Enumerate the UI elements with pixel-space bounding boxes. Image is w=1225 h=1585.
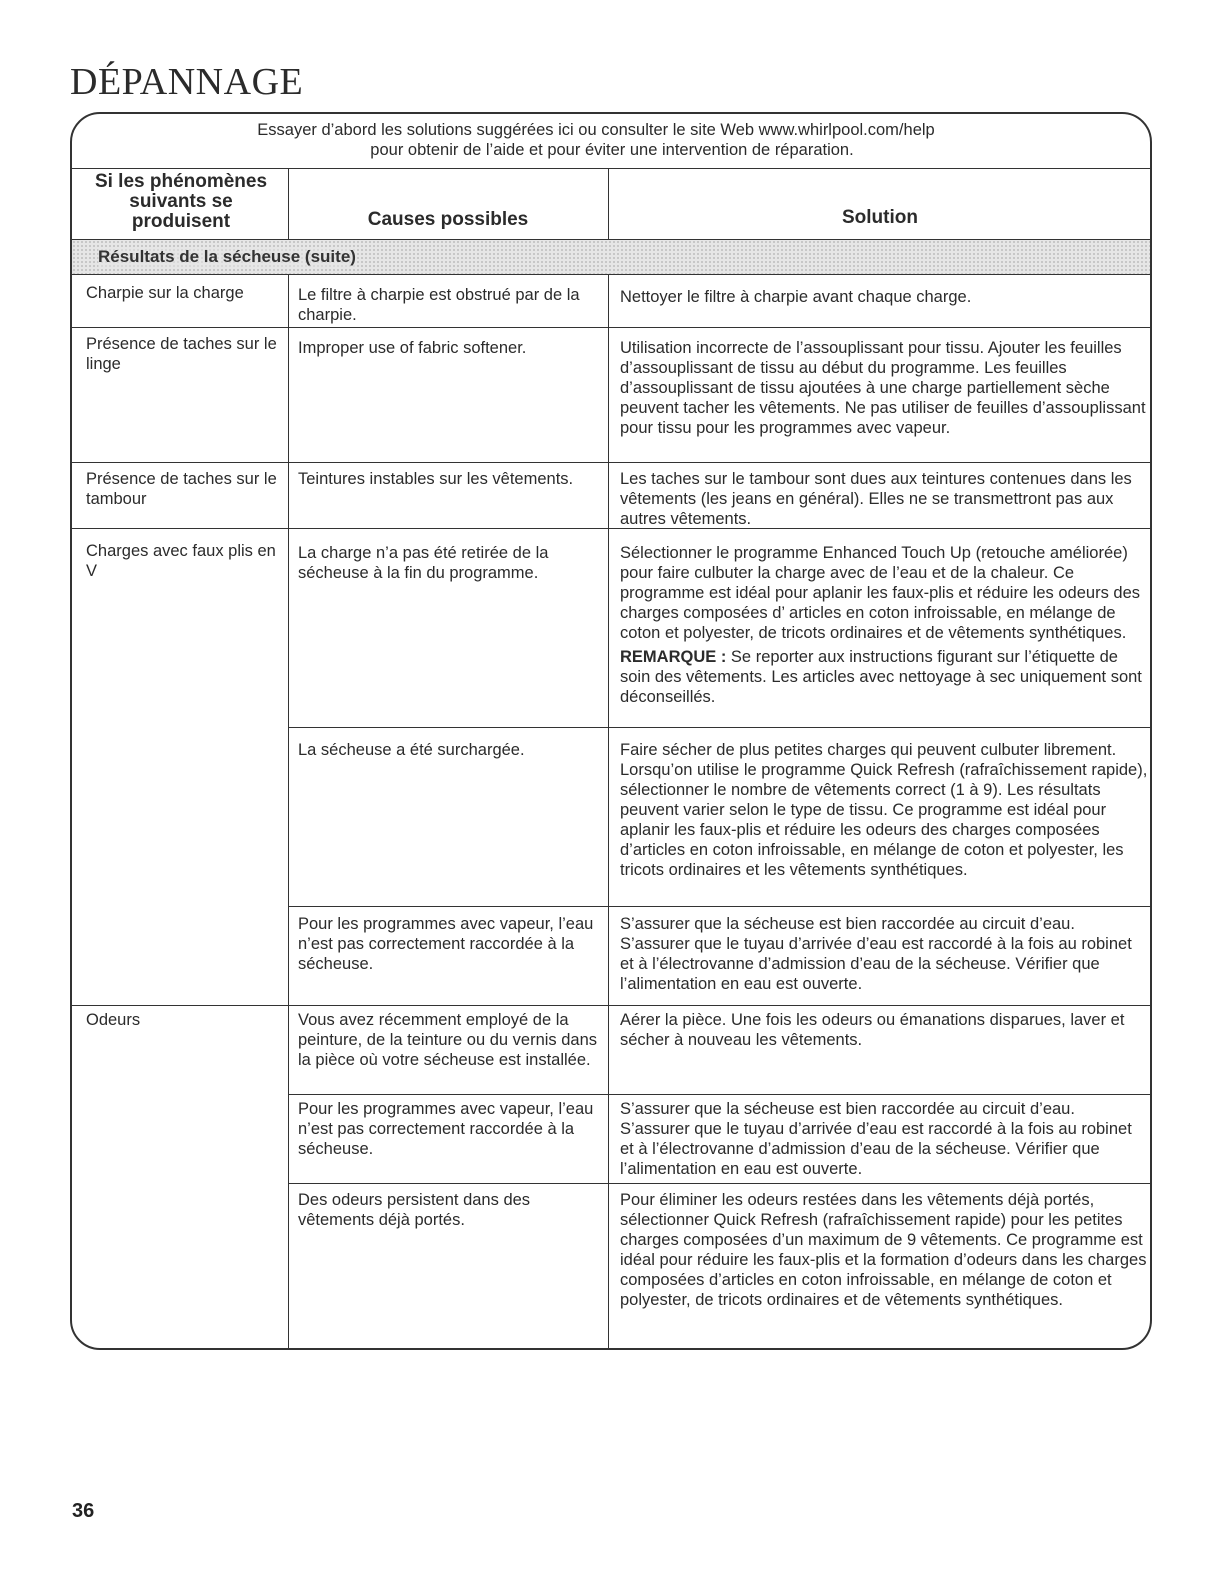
table-row-cause: Pour les programmes avec vapeur, l’eau n’est pas correctement raccordée à la sécheuse. bbox=[298, 915, 594, 973]
row-rule bbox=[72, 462, 1152, 463]
table-row-symptom: Odeurs bbox=[86, 1011, 141, 1029]
table-row-solution: Utilisation incorrecte de l’assouplissant pour tissu. Ajouter les feuilles d’assouplissant de tissu au début du programme. Les feuilles d’assouplissant de tissu ajoutées à une charge partiellement sèche peuvent tacher les vêtements. Ne pas utiliser de feuilles d’assouplissant pour tissu pour les programmes avec vapeur. bbox=[620, 339, 1146, 437]
section-bar bbox=[72, 239, 1152, 275]
table-row-cause: Teintures instables sur les vêtements. bbox=[298, 470, 574, 488]
table-row-cause: Pour les programmes avec vapeur, l’eau n’est pas correctement raccordée à la sécheuse. bbox=[298, 1100, 594, 1158]
table-row-cause: La charge n’a pas été retirée de la sécheuse à la fin du programme. bbox=[298, 544, 549, 582]
header-symptom: Si les phénomènes suivants se produisent bbox=[94, 171, 268, 232]
col-rule-1 bbox=[288, 273, 289, 1350]
troubleshooting-table bbox=[70, 112, 1152, 1350]
table-row-symptom: Charpie sur la charge bbox=[86, 284, 244, 302]
table-row-cause: Vous avez récemment employé de la peinture, de la teinture ou du vernis dans la pièce où votre sécheuse est installée. bbox=[298, 1011, 598, 1069]
page-number: 36 bbox=[72, 1500, 95, 1522]
row-rule bbox=[72, 327, 1152, 328]
intro-text bbox=[72, 120, 1152, 160]
table-row-symptom: Charges avec faux plis en V bbox=[86, 542, 276, 580]
table-row-solution: S’assurer que la sécheuse est bien raccordée au circuit d’eau. S’assurer que le tuyau d’arrivée d’eau est raccordé à la fois au robinet et à l’électrovanne d’admission d’eau de la sécheuse. Vérifier que l’alimentation en eau est ouverte. bbox=[620, 915, 1132, 993]
table-row-solution: Faire sécher de plus petites charges qui peuvent culbuter librement. Lorsqu’on utilise le programme Quick Refresh (rafraîchissement rapide), sélectionner le nombre de vêtements correct (1 à 9). Les résultats peuvent varier selon le type de tissu. Ce programme est idéal pour aplanir les faux-plis et réduire les odeurs des charges composées d’articles en coton infroissable, en mélange de coton et polyester, les tricots ordinaires et les vêtements synthétiques. bbox=[620, 741, 1148, 879]
remark bbox=[620, 647, 1148, 707]
header-top-rule bbox=[72, 168, 1152, 169]
page-title: DÉPANNAGE bbox=[70, 61, 304, 103]
table-row-cause: La sécheuse a été surchargée. bbox=[298, 741, 525, 759]
section-label: Résultats de la sécheuse (suite) bbox=[98, 247, 356, 266]
header-causes: Causes possibles bbox=[367, 209, 529, 230]
table-row-solution: Nettoyer le filtre à charpie avant chaque charge. bbox=[620, 288, 972, 306]
remark-text: Se reporter aux instructions figurant sur l’étiquette de soin des vêtements. Les articles avec nettoyage à sec uniquement sont déconseillés. bbox=[620, 648, 1142, 706]
row-rule bbox=[288, 906, 1152, 907]
remark-label: REMARQUE : bbox=[620, 648, 727, 666]
row-rule bbox=[72, 1005, 1152, 1006]
table-row-cause: Des odeurs persistent dans des vêtements déjà portés. bbox=[298, 1191, 531, 1229]
row-rule bbox=[288, 727, 1152, 728]
table-row-solution: S’assurer que la sécheuse est bien raccordée au circuit d’eau. S’assurer que le tuyau d’arrivée d’eau est raccordé à la fois au robinet et à l’électrovanne d’admission d’eau de la sécheuse. Vérifier que l’alimentation en eau est ouverte. bbox=[620, 1100, 1132, 1178]
table-row-cause: Le filtre à charpie est obstrué par de la charpie. bbox=[298, 286, 580, 324]
table-row-symptom: Présence de taches sur le tambour bbox=[86, 470, 277, 508]
col-rule-2-header bbox=[608, 168, 609, 240]
intro-line-1: Essayer d’abord les solutions suggérées ici ou consulter le site Web www.whirlpool.com/help bbox=[257, 121, 935, 139]
table-row-solution bbox=[620, 543, 1148, 707]
solution-text: Sélectionner le programme Enhanced Touch Up (retouche améliorée) pour faire culbuter la charge avec de l’eau et de la chaleur. Ce programme est idéal pour aplanir les faux-plis et réduire les odeurs des charges composées d’ articles en coton infroissable, en mélange de coton et polyester, de tricots ordinaires et de vêtements synthétiques. bbox=[620, 544, 1141, 642]
header-solution: Solution bbox=[842, 207, 918, 228]
table-row-symptom: Présence de taches sur le linge bbox=[86, 335, 277, 373]
col-rule-2 bbox=[608, 273, 609, 1350]
table-row-solution: Pour éliminer les odeurs restées dans les vêtements déjà portés, sélectionner Quick Refresh (rafraîchissement rapide) pour les petites charges composées d’un maximum de 9 vêtements. Ce programme est idéal pour réduire les faux-plis et la formation d’odeurs dans les charges composées d’articles en coton infroissable, en mélange de coton et polyester, de tricots ordinaires et de vêtements synthétiques. bbox=[620, 1191, 1147, 1309]
row-rule bbox=[288, 1183, 1152, 1184]
intro-line-2: pour obtenir de l’aide et pour éviter une intervention de réparation. bbox=[370, 141, 854, 159]
row-rule bbox=[288, 1094, 1152, 1095]
table-row-solution: Les taches sur le tambour sont dues aux teintures contenues dans les vêtements (les jeans en général). Elles ne se transmettront pas aux autres vêtements. bbox=[620, 470, 1132, 528]
table-row-cause: Improper use of fabric softener. bbox=[298, 339, 527, 357]
table-row-solution: Aérer la pièce. Une fois les odeurs ou émanations disparues, laver et sécher à nouveau les vêtements. bbox=[620, 1011, 1125, 1049]
